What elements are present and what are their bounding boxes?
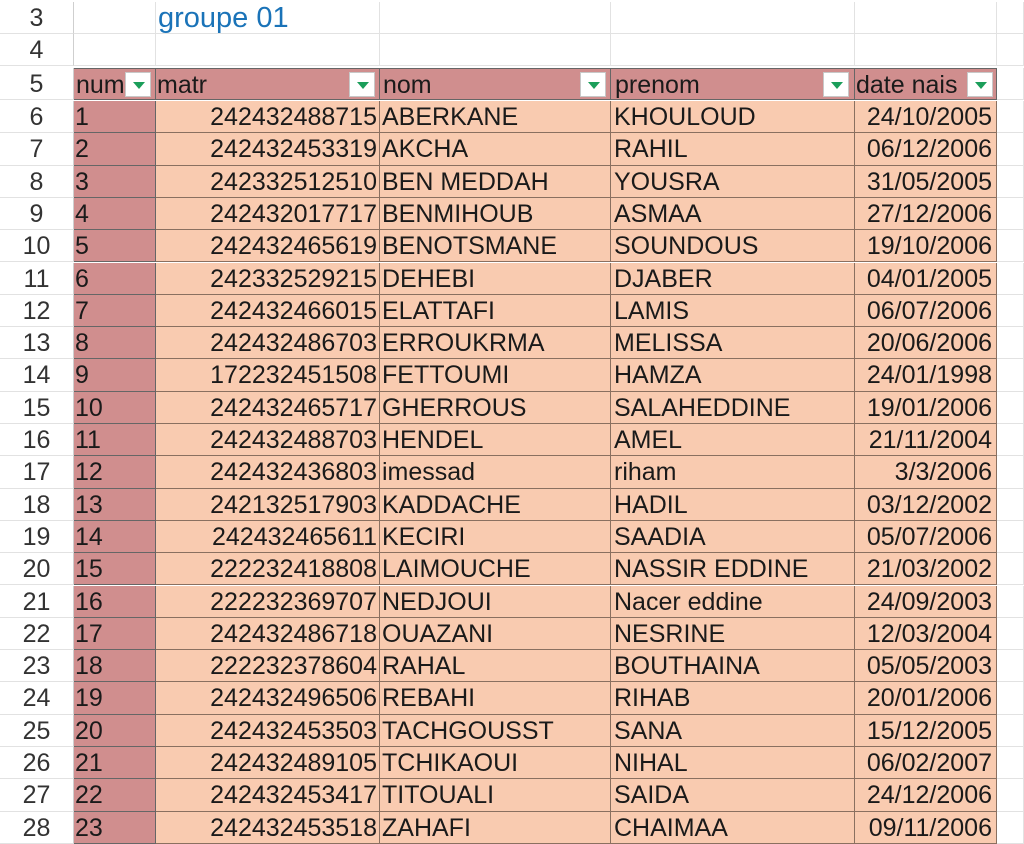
nom-cell[interactable]: TACHGOUSST (380, 715, 611, 747)
matr-cell[interactable]: 242432489105 (156, 747, 380, 779)
header-cell-matr[interactable] (156, 68, 380, 100)
cell[interactable] (997, 715, 1024, 747)
prenom-cell[interactable]: riham (611, 456, 855, 488)
header-cell-num[interactable] (74, 68, 156, 100)
table-row (0, 424, 1024, 456)
cell[interactable] (997, 133, 1024, 165)
prenom-cell[interactable]: YOUSRA (611, 166, 855, 198)
row-number[interactable]: 22 (0, 618, 74, 650)
nom-cell[interactable]: KADDACHE (380, 489, 611, 521)
prenom-cell[interactable]: SOUNDOUS (611, 230, 855, 262)
prenom-cell[interactable]: NASSIR EDDINE (611, 553, 855, 585)
prenom-cell[interactable]: NIHAL (611, 747, 855, 779)
row-number[interactable]: 9 (0, 198, 74, 230)
nom-cell[interactable]: BENMIHOUB (380, 198, 611, 230)
num-cell[interactable]: 5 (74, 230, 156, 262)
cell[interactable] (380, 2, 611, 34)
row-number[interactable]: 12 (0, 295, 74, 327)
row-number[interactable]: 7 (0, 133, 74, 165)
matr-cell[interactable]: 242432488715 (156, 101, 380, 133)
row-number[interactable]: 19 (0, 521, 74, 553)
nom-cell[interactable]: DEHEBI (380, 263, 611, 295)
cell[interactable] (997, 263, 1024, 295)
num-cell[interactable]: 15 (74, 553, 156, 585)
cell[interactable] (997, 682, 1024, 714)
nom-cell[interactable]: TCHIKAOUI (380, 747, 611, 779)
cell[interactable] (997, 198, 1024, 230)
table-row (0, 553, 1024, 585)
cell[interactable] (997, 166, 1024, 198)
sheet-row (0, 2, 1024, 34)
row-number[interactable]: 11 (0, 263, 74, 295)
filter-button[interactable] (349, 72, 375, 97)
matr-cell[interactable]: 172232451508 (156, 359, 380, 391)
prenom-cell[interactable]: RIHAB (611, 682, 855, 714)
nom-cell[interactable]: FETTOUMI (380, 359, 611, 391)
prenom-cell[interactable]: SAADIA (611, 521, 855, 553)
matr-cell[interactable]: 242432465619 (156, 230, 380, 262)
cell[interactable] (997, 327, 1024, 359)
cell[interactable] (997, 424, 1024, 456)
header-cell-nom[interactable] (380, 68, 611, 100)
row-number[interactable]: 20 (0, 553, 74, 585)
row-number[interactable]: 26 (0, 747, 74, 779)
table-row (0, 263, 1024, 295)
matr-cell[interactable]: 242332512510 (156, 166, 380, 198)
date-cell[interactable]: 24/01/1998 (855, 359, 997, 391)
table-row (0, 166, 1024, 198)
num-cell[interactable]: 10 (74, 392, 156, 424)
num-cell[interactable]: 19 (74, 682, 156, 714)
nom-cell[interactable]: imessad (380, 456, 611, 488)
filter-dropdown-icon (133, 82, 145, 89)
cell[interactable] (997, 586, 1024, 618)
filter-button[interactable] (967, 72, 993, 97)
cell[interactable] (156, 34, 380, 66)
nom-cell[interactable]: GHERROUS (380, 392, 611, 424)
matr-cell[interactable]: 242432465717 (156, 392, 380, 424)
row-number[interactable]: 13 (0, 327, 74, 359)
group-title-cell[interactable]: groupe 01 (156, 2, 380, 34)
matr-cell[interactable]: 242432453319 (156, 133, 380, 165)
nom-cell[interactable]: REBAHI (380, 682, 611, 714)
prenom-cell[interactable]: Nacer eddine (611, 586, 855, 618)
table-row (0, 715, 1024, 747)
table-row (0, 359, 1024, 391)
cell[interactable] (997, 456, 1024, 488)
table-row (0, 198, 1024, 230)
cell[interactable] (855, 34, 997, 66)
cell[interactable] (997, 392, 1024, 424)
cell[interactable] (997, 812, 1024, 844)
table-row (0, 812, 1024, 844)
cell[interactable] (997, 34, 1024, 66)
matr-cell[interactable]: 242432453518 (156, 812, 380, 844)
nom-cell[interactable]: BENOTSMANE (380, 230, 611, 262)
table-row (0, 747, 1024, 779)
matr-cell[interactable]: 242132517903 (156, 489, 380, 521)
matr-cell[interactable]: 242432486703 (156, 327, 380, 359)
date-cell[interactable]: 24/09/2003 (855, 586, 997, 618)
table-row (0, 779, 1024, 811)
filter-dropdown-icon (831, 82, 843, 89)
cell[interactable] (380, 34, 611, 66)
header-cell-date[interactable] (855, 68, 997, 100)
prenom-cell[interactable]: ASMAA (611, 198, 855, 230)
table-row (0, 327, 1024, 359)
num-cell[interactable]: 8 (74, 327, 156, 359)
num-cell[interactable]: 22 (74, 779, 156, 811)
prenom-cell[interactable]: CHAIMAA (611, 812, 855, 844)
date-cell[interactable]: 06/02/2007 (855, 747, 997, 779)
num-cell[interactable]: 9 (74, 359, 156, 391)
num-cell[interactable]: 11 (74, 424, 156, 456)
cell[interactable] (997, 650, 1024, 682)
cell[interactable] (855, 2, 997, 34)
prenom-cell[interactable]: HAMZA (611, 359, 855, 391)
filter-button[interactable] (125, 72, 151, 97)
num-cell[interactable]: 7 (74, 295, 156, 327)
matr-cell[interactable]: 222232369707 (156, 586, 380, 618)
header-label: date nais (856, 71, 958, 99)
nom-cell[interactable]: OUAZANI (380, 618, 611, 650)
date-cell[interactable]: 06/07/2006 (855, 295, 997, 327)
matr-cell[interactable]: 242432465611 (156, 521, 380, 553)
table-row (0, 295, 1024, 327)
filter-button[interactable] (823, 72, 849, 97)
prenom-cell[interactable]: SANA (611, 715, 855, 747)
row-number[interactable]: 27 (0, 779, 74, 811)
filter-dropdown-icon (975, 82, 987, 89)
cell[interactable] (997, 553, 1024, 585)
prenom-cell[interactable]: MELISSA (611, 327, 855, 359)
sheet-row (0, 34, 1024, 66)
date-cell[interactable]: 21/03/2002 (855, 553, 997, 585)
num-cell[interactable]: 21 (74, 747, 156, 779)
prenom-cell[interactable]: DJABER (611, 263, 855, 295)
matr-cell[interactable]: 242432017717 (156, 198, 380, 230)
prenom-cell[interactable]: AMEL (611, 424, 855, 456)
date-cell[interactable]: 05/05/2003 (855, 650, 997, 682)
row-number[interactable]: 24 (0, 682, 74, 714)
row-number[interactable]: 21 (0, 586, 74, 618)
row-number[interactable]: 23 (0, 650, 74, 682)
date-cell[interactable]: 06/12/2006 (855, 133, 997, 165)
filter-dropdown-icon (357, 82, 369, 89)
date-cell[interactable]: 21/11/2004 (855, 424, 997, 456)
nom-cell[interactable]: ABERKANE (380, 101, 611, 133)
matr-cell[interactable]: 242432436803 (156, 456, 380, 488)
nom-cell[interactable]: ZAHAFI (380, 812, 611, 844)
row-number[interactable]: 10 (0, 230, 74, 262)
nom-cell[interactable]: LAIMOUCHE (380, 553, 611, 585)
cell[interactable] (997, 68, 1024, 100)
date-cell[interactable]: 20/06/2006 (855, 327, 997, 359)
date-cell[interactable]: 05/07/2006 (855, 521, 997, 553)
cell[interactable] (997, 618, 1024, 650)
nom-cell[interactable]: RAHAL (380, 650, 611, 682)
prenom-cell[interactable]: HADIL (611, 489, 855, 521)
cell[interactable] (74, 34, 156, 66)
table-row (0, 392, 1024, 424)
row-number[interactable]: 5 (0, 68, 74, 100)
num-cell[interactable]: 14 (74, 521, 156, 553)
num-cell[interactable]: 13 (74, 489, 156, 521)
row-number[interactable]: 16 (0, 424, 74, 456)
date-cell[interactable]: 03/12/2002 (855, 489, 997, 521)
header-label: num (76, 71, 125, 99)
num-cell[interactable]: 16 (74, 586, 156, 618)
row-number[interactable]: 14 (0, 359, 74, 391)
cell[interactable] (997, 2, 1024, 34)
date-cell[interactable]: 12/03/2004 (855, 618, 997, 650)
matr-cell[interactable]: 242432453417 (156, 779, 380, 811)
nom-cell[interactable]: ERROUKRMA (380, 327, 611, 359)
date-cell[interactable]: 20/01/2006 (855, 682, 997, 714)
cell[interactable] (997, 521, 1024, 553)
date-cell[interactable]: 19/10/2006 (855, 230, 997, 262)
row-number[interactable]: 18 (0, 489, 74, 521)
num-cell[interactable]: 18 (74, 650, 156, 682)
prenom-cell[interactable]: SAIDA (611, 779, 855, 811)
table-row (0, 489, 1024, 521)
header-label: matr (157, 71, 207, 99)
matr-cell[interactable]: 242432488703 (156, 424, 380, 456)
date-cell[interactable]: 04/01/2005 (855, 263, 997, 295)
prenom-cell[interactable]: RAHIL (611, 133, 855, 165)
table-row (0, 230, 1024, 262)
date-cell[interactable]: 15/12/2005 (855, 715, 997, 747)
matr-cell[interactable]: 242432496506 (156, 682, 380, 714)
num-cell[interactable]: 23 (74, 812, 156, 844)
cell[interactable] (611, 2, 855, 34)
prenom-cell[interactable]: LAMIS (611, 295, 855, 327)
date-cell[interactable]: 09/11/2006 (855, 812, 997, 844)
cell[interactable] (997, 359, 1024, 391)
row-number[interactable]: 17 (0, 456, 74, 488)
prenom-cell[interactable]: BOUTHAINA (611, 650, 855, 682)
table-row (0, 618, 1024, 650)
row-number[interactable]: 3 (0, 2, 74, 34)
table-row (0, 101, 1024, 133)
row-number[interactable]: 4 (0, 34, 74, 66)
row-number[interactable]: 28 (0, 812, 74, 844)
table-row (0, 456, 1024, 488)
num-cell[interactable]: 2 (74, 133, 156, 165)
cell[interactable] (997, 489, 1024, 521)
num-cell[interactable]: 17 (74, 618, 156, 650)
table-row (0, 650, 1024, 682)
cell[interactable] (997, 230, 1024, 262)
nom-cell[interactable]: NEDJOUI (380, 586, 611, 618)
prenom-cell[interactable]: NESRINE (611, 618, 855, 650)
matr-cell[interactable]: 242332529215 (156, 263, 380, 295)
matr-cell[interactable]: 242432486718 (156, 618, 380, 650)
date-cell[interactable]: 24/10/2005 (855, 101, 997, 133)
cell[interactable] (611, 34, 855, 66)
header-cell-prenom[interactable] (611, 68, 855, 100)
table-row (0, 586, 1024, 618)
num-cell[interactable]: 6 (74, 263, 156, 295)
table-row (0, 133, 1024, 165)
nom-cell[interactable]: BEN MEDDAH (380, 166, 611, 198)
date-cell[interactable]: 24/12/2006 (855, 779, 997, 811)
cell[interactable] (997, 747, 1024, 779)
date-cell[interactable]: 3/3/2006 (855, 456, 997, 488)
num-cell[interactable]: 1 (74, 101, 156, 133)
prenom-cell[interactable]: SALAHEDDINE (611, 392, 855, 424)
table-row (0, 682, 1024, 714)
header-label: nom (383, 71, 432, 99)
matr-cell[interactable]: 222232378604 (156, 650, 380, 682)
nom-cell[interactable]: ELATTAFI (380, 295, 611, 327)
num-cell[interactable]: 4 (74, 198, 156, 230)
cell[interactable] (997, 295, 1024, 327)
matr-cell[interactable]: 242432453503 (156, 715, 380, 747)
table-row (0, 521, 1024, 553)
date-cell[interactable]: 19/01/2006 (855, 392, 997, 424)
row-number[interactable]: 15 (0, 392, 74, 424)
filter-button[interactable] (580, 72, 606, 97)
header-label: prenom (615, 71, 700, 99)
row-number[interactable]: 8 (0, 166, 74, 198)
num-cell[interactable]: 20 (74, 715, 156, 747)
nom-cell[interactable]: TITOUALI (380, 779, 611, 811)
row-number[interactable]: 6 (0, 101, 74, 133)
prenom-cell[interactable]: KHOULOUD (611, 101, 855, 133)
date-cell[interactable]: 31/05/2005 (855, 166, 997, 198)
row-number[interactable]: 25 (0, 715, 74, 747)
nom-cell[interactable]: HENDEL (380, 424, 611, 456)
cell[interactable] (74, 2, 156, 34)
filter-dropdown-icon (588, 82, 600, 89)
num-cell[interactable]: 3 (74, 166, 156, 198)
date-cell[interactable]: 27/12/2006 (855, 198, 997, 230)
header-row (0, 68, 1024, 100)
nom-cell[interactable]: KECIRI (380, 521, 611, 553)
cell[interactable] (997, 101, 1024, 133)
cell[interactable] (997, 779, 1024, 811)
nom-cell[interactable]: AKCHA (380, 133, 611, 165)
matr-cell[interactable]: 222232418808 (156, 553, 380, 585)
matr-cell[interactable]: 242432466015 (156, 295, 380, 327)
num-cell[interactable]: 12 (74, 456, 156, 488)
